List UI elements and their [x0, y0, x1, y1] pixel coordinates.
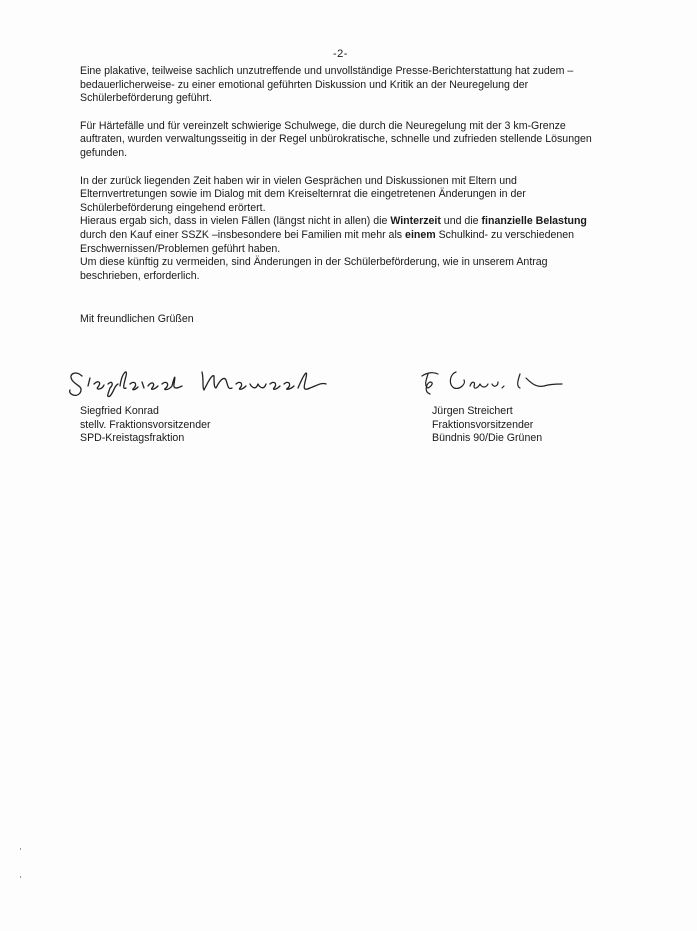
paragraph-findings — [80, 215, 600, 256]
findings-bold-einem: einem — [405, 228, 436, 241]
paragraph-hardship-cases: Für Härtefälle und für vereinzelt schwierige Schulwege, die durch die Neuregelung mit der 3 km-Grenze auftraten, wurden verwaltungsseitig in der Regel unbürokratische, schnelle und zufrieden stellende Lösungen gefunden. — [80, 119, 592, 159]
findings-bold-belastung: finanzielle Belastung — [481, 215, 587, 228]
signer-left-name: Siegfried Konrad — [80, 405, 159, 417]
signer-left — [80, 405, 211, 446]
signature-konrad — [64, 360, 334, 400]
signature-streichert — [416, 362, 576, 398]
scan-artifact — [20, 848, 21, 850]
signer-right-org: Bündnis 90/Die Grünen — [432, 432, 543, 445]
findings-text-1: Hieraus ergab sich, dass in vielen Fällen (längst nicht in allen) die — [80, 215, 391, 228]
signer-left-role: stellv. Fraktionsvorsitzender — [80, 418, 211, 431]
findings-text-3: durch den Kauf einer SSZK –insbesondere bei Familien mit mehr als — [80, 228, 406, 241]
closing-greeting: Mit freundlichen Grüßen — [80, 313, 194, 325]
findings-bold-winterzeit: Winterzeit — [390, 215, 441, 228]
signer-right-role: Fraktionsvorsitzender — [432, 418, 534, 431]
paragraph-conclusion: Um diese künftig zu vermeiden, sind Änderungen in der Schülerbeförderung, wie in unserem Antrag beschrieben, erforderlich. — [80, 256, 548, 282]
scan-artifact — [20, 876, 21, 878]
page-number: -2- — [333, 48, 348, 60]
signer-right — [432, 405, 542, 446]
paragraph-press-coverage: Eine plakative, teilweise sachlich unzutreffende und unvollständige Presse-Berichterstattung hat zudem –bedauerlicherweise- zu einer emotional geführten Diskussion und Kritik an der Neuregelung der Schülerbeförderung geführt. — [80, 65, 574, 105]
signer-right-name: Jürgen Streichert — [432, 405, 513, 417]
findings-text-4: Schulkind- zu verschiedenen Erschwernissen/Problemen geführt haben. — [80, 228, 575, 255]
paragraph-discussions: In der zurück liegenden Zeit haben wir in vielen Gesprächen und Diskussionen mit Eltern und Elternvertretungen sowie im Dialog mit dem Kreiselternrat die eingetretenen Änderungen in der Schülerbeförderung eingehend erörtert. — [80, 174, 526, 214]
signer-left-org: SPD-Kreistagsfraktion — [80, 432, 185, 445]
findings-text-2: und die — [440, 215, 482, 228]
letter-body — [80, 65, 600, 297]
